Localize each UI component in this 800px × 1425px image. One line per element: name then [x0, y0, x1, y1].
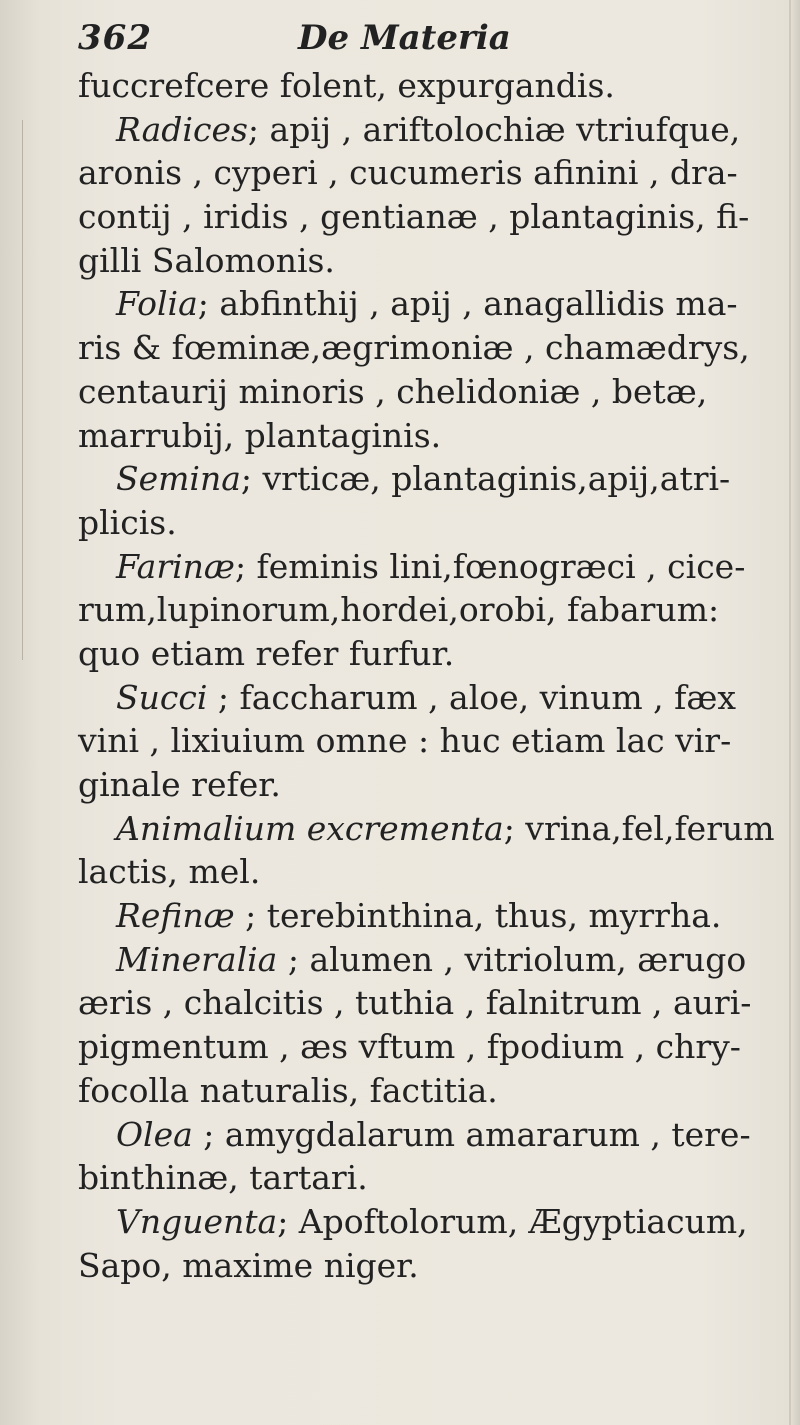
- section-label: Farinæ: [116, 546, 235, 586]
- line-text: Sapo, maxime niger.: [78, 1245, 419, 1285]
- line-text: ; feminis lini,fœnogræci , cice-: [234, 546, 746, 586]
- line-text: ; amygdalarum amararum , tere-: [192, 1114, 751, 1154]
- line-text: ginale refer.: [78, 765, 281, 804]
- text-line: [78, 1244, 778, 1288]
- text-line: [78, 326, 778, 370]
- line-text: plicis.: [78, 502, 177, 542]
- line-text: focolla naturalis, factitia.: [78, 1070, 498, 1110]
- text-line: [78, 719, 778, 763]
- line-text: ; abfinthij , apij , anagallidis ma-: [197, 284, 738, 324]
- line-text: rum,lupinorum,hordei,orobi, fabarum:: [78, 590, 720, 630]
- line-text: ; alumen , vitriolum, ærugo: [277, 939, 747, 979]
- text-line: [78, 1025, 778, 1069]
- text-line: [78, 981, 778, 1025]
- page-number: 362: [78, 18, 152, 58]
- line-text: lactis, mel.: [78, 852, 261, 892]
- line-text: gilli Salomonis.: [78, 240, 335, 280]
- text-line: [78, 1113, 778, 1157]
- line-text: ; apij , ariftolochiæ vtriufque,: [247, 109, 741, 149]
- text-line: [78, 1156, 778, 1200]
- text-line: [78, 501, 778, 545]
- line-text: ; terebinthina, thus, myrrha.: [234, 896, 722, 936]
- line-text: vini , lixiuium omne : huc etiam lac vir-: [78, 721, 732, 761]
- page-edge: [789, 0, 791, 1425]
- line-text: ; vrticæ, plantaginis,apij,atri-: [240, 459, 731, 499]
- line-text: centaurij minoris , chelidoniæ , betæ,: [78, 371, 708, 411]
- section-label: Succi: [116, 677, 208, 717]
- text-line: [78, 108, 778, 152]
- text-line: [78, 894, 778, 938]
- section-label: Olea: [116, 1114, 193, 1154]
- text-line: [78, 64, 778, 108]
- line-text: fuccrefcere folent, expurgandis.: [78, 66, 615, 105]
- section-label: Refinæ: [116, 896, 235, 936]
- text-line: [78, 1069, 778, 1113]
- text-line: [78, 282, 778, 326]
- running-head: De Materia: [298, 18, 511, 58]
- line-text: aronis , cyperi , cucumeris afinini , dra-: [78, 153, 738, 193]
- text-line: [78, 1200, 778, 1244]
- text-line: [78, 850, 778, 894]
- section-label: Radices: [116, 109, 248, 149]
- line-text: binthinæ, tartari.: [78, 1158, 368, 1198]
- section-label: Folia: [116, 284, 198, 324]
- text-line: [78, 807, 778, 851]
- line-text: pigmentum , æs vftum , fpodium , chry-: [78, 1027, 741, 1067]
- text-line: [78, 938, 778, 982]
- line-text: ; Apoftolorum, Ægyptiacum,: [277, 1201, 748, 1241]
- line-text: ; vrina,fel,ferum: [503, 808, 775, 848]
- line-text: quo etiam refer furfur.: [78, 633, 455, 673]
- section-label: Semina: [116, 459, 241, 499]
- text-line: [78, 239, 778, 283]
- line-text: marrubij, plantaginis.: [78, 415, 442, 455]
- text-line: [78, 457, 778, 501]
- section-label: Animalium excrementa: [116, 808, 504, 848]
- text-line: [78, 632, 778, 676]
- line-text: æris , chalcitis , tuthia , falnitrum , auri-: [78, 983, 752, 1023]
- text-line: [78, 588, 778, 632]
- line-text: contij , iridis , gentianæ , plantaginis, fi-: [78, 197, 750, 237]
- section-label: Mineralia: [116, 939, 278, 979]
- text-line: [78, 763, 778, 807]
- section-label: Vnguenta: [116, 1201, 278, 1241]
- text-line: [78, 151, 778, 195]
- text-line: [78, 370, 778, 414]
- text-line: [78, 414, 778, 458]
- text-line: [78, 195, 778, 239]
- line-text: ris & fœminæ,ægrimoniæ , chamædrys,: [78, 328, 750, 368]
- text-line: [78, 545, 778, 589]
- page-gutter-shadow: [22, 120, 23, 660]
- page-header: [78, 18, 778, 68]
- body-text-lines: [78, 64, 778, 1287]
- text-line: [78, 676, 778, 720]
- line-text: ; faccharum , aloe, vinum , fæx: [207, 677, 736, 717]
